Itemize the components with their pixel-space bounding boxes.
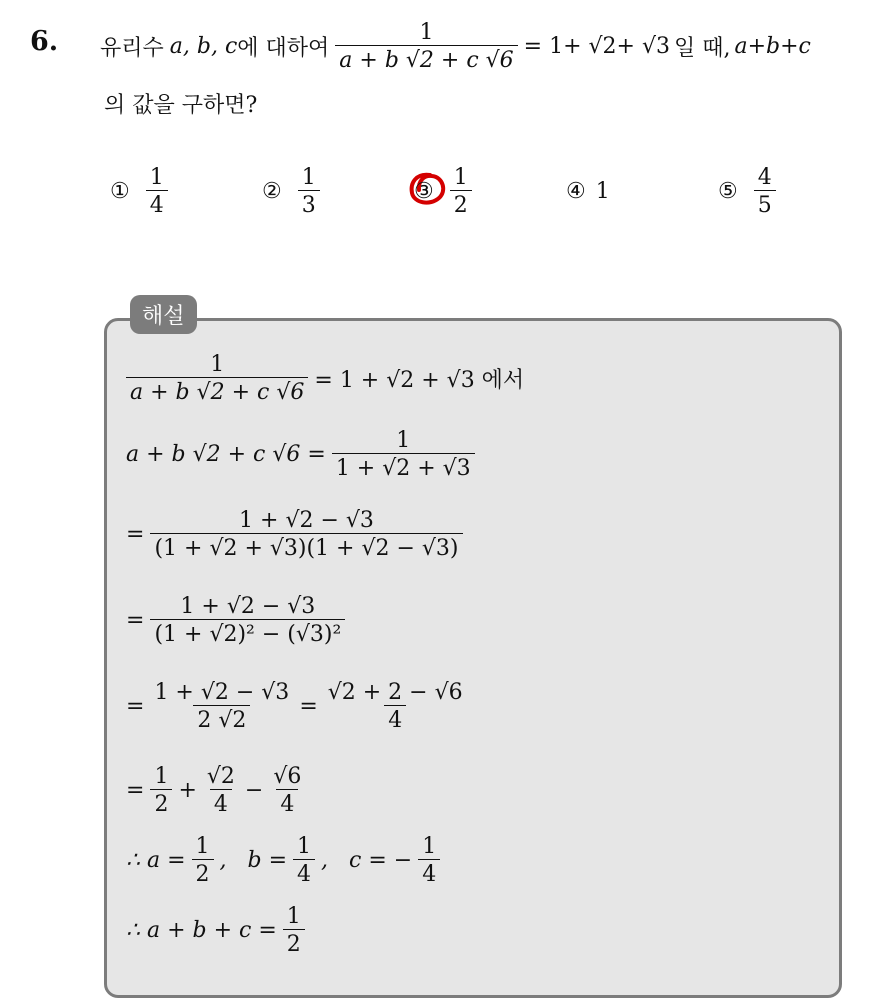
frac-num: 1 — [297, 834, 312, 859]
frac-den: (1 + √2)² − (√3)² — [150, 619, 345, 647]
expr: = — [126, 608, 145, 634]
expr: = 1 + √2 + √3 에서 — [314, 368, 525, 394]
frac-num: 1 + √2 − √3 — [239, 508, 374, 533]
frac-den: 4 — [418, 859, 440, 887]
stem-vars: a, b, c — [169, 34, 238, 60]
frac-num: √2 + 2 − √6 — [327, 680, 463, 705]
expr: = — [126, 522, 145, 548]
choice-den: 3 — [298, 190, 320, 218]
choice-2[interactable] — [262, 165, 326, 219]
expr: = — [299, 694, 318, 720]
stem-frac-denominator: a + b √2 + c √6 — [335, 45, 517, 73]
solution-line-8 — [126, 904, 311, 958]
choice-label: ② — [262, 179, 282, 205]
frac-den: 4 — [276, 789, 298, 817]
solution-line-3 — [126, 508, 469, 562]
choice-num: 1 — [149, 165, 164, 190]
problem-number: 6. — [30, 26, 59, 57]
frac-num: 1 — [422, 834, 437, 859]
frac-num: 1 — [195, 834, 210, 859]
expr: ∴ a + b + c = — [126, 918, 277, 944]
choice-num: 4 — [757, 165, 772, 190]
stem-rhs: = 1+ √2+ √3 — [523, 34, 670, 60]
frac-den: 1 + √2 + √3 — [332, 453, 475, 481]
frac-num: 1 + √2 − √3 — [180, 594, 316, 619]
frac-den: 2 — [192, 859, 214, 887]
choice-value: 1 — [595, 179, 610, 204]
choice-3[interactable] — [414, 165, 478, 219]
choice-5[interactable] — [718, 165, 782, 219]
frac-den: 4 — [384, 705, 406, 733]
frac-den: 2 √2 — [193, 705, 250, 733]
expr: , c = − — [321, 848, 413, 874]
stem-mid: 에 대하여 — [237, 36, 330, 62]
choice-label: ④ — [566, 179, 586, 204]
solution-tag: 해설 — [130, 295, 197, 334]
frac-num: √6 — [273, 764, 302, 789]
expr: = — [126, 778, 145, 804]
solution-line-4 — [126, 594, 351, 648]
frac-den: 4 — [210, 789, 232, 817]
stem-line2: 의 값을 구하면? — [104, 93, 258, 118]
choice-den: 2 — [450, 190, 472, 218]
expr: + — [178, 778, 197, 804]
expr: = — [126, 694, 145, 720]
choice-label: ③ — [414, 179, 434, 205]
frac-num: 1 — [154, 764, 169, 789]
solution-box — [104, 318, 842, 998]
frac-den: (1 + √2 + √3)(1 + √2 − √3) — [150, 533, 462, 561]
frac-den: 2 — [283, 929, 305, 957]
frac-num: √2 — [206, 764, 235, 789]
frac-den: a + b √2 + c √6 — [126, 377, 308, 405]
stem-when: 일 때, — [673, 36, 731, 62]
frac-num: 1 — [286, 904, 301, 929]
choice-4[interactable] — [566, 179, 610, 204]
expr: a + b √2 + c √6 = — [126, 442, 326, 468]
choice-label: ① — [110, 179, 130, 205]
choice-label: ⑤ — [718, 179, 738, 205]
expr: , b = — [219, 848, 288, 874]
solution-line-1 — [126, 352, 524, 406]
stem-fraction — [335, 20, 517, 74]
expr: − — [244, 778, 264, 804]
frac-den: 4 — [293, 859, 315, 887]
expr: ∴ a = — [126, 848, 186, 874]
solution-line-5 — [126, 680, 473, 734]
solution-line-6 — [126, 764, 311, 818]
stem-prefix: 유리수 — [100, 36, 164, 62]
choice-den: 5 — [754, 190, 776, 218]
stem-frac-numerator: 1 — [419, 20, 434, 45]
frac-num: 1 — [210, 352, 225, 377]
choice-den: 4 — [146, 190, 168, 218]
stem-expr: a+b+c — [734, 34, 811, 60]
frac-num: 1 + √2 − √3 — [154, 680, 290, 705]
frac-den: 2 — [150, 789, 172, 817]
solution-line-2 — [126, 428, 481, 482]
problem-stem — [100, 20, 811, 74]
frac-num: 1 — [396, 428, 411, 453]
solution-line-7 — [126, 834, 446, 888]
choice-num: 1 — [301, 165, 316, 190]
answer-choices — [110, 165, 810, 235]
choice-num: 1 — [453, 165, 468, 190]
choice-1[interactable] — [110, 165, 174, 219]
